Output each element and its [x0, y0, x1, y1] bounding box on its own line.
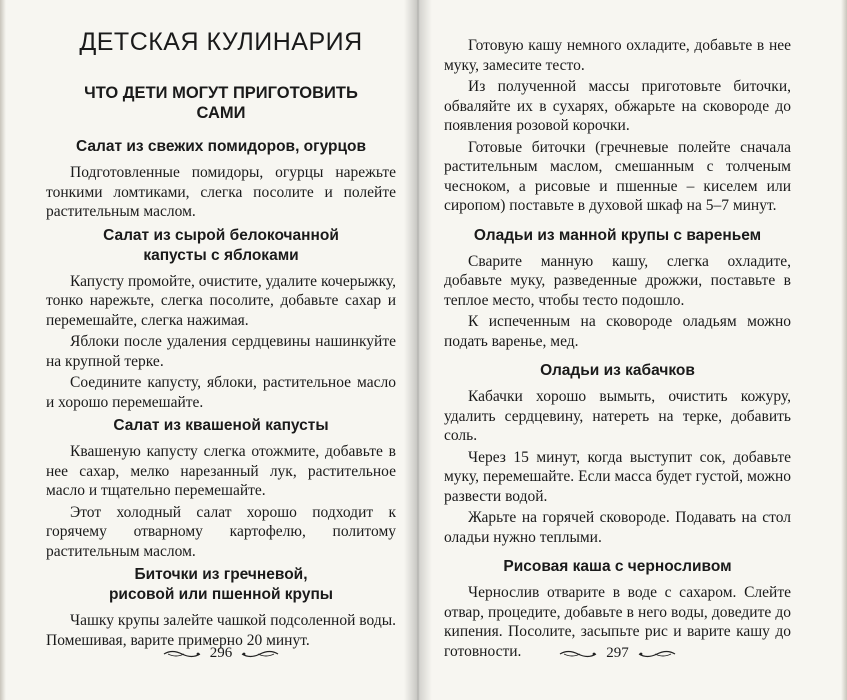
recipe-paragraph: Через 15 минут, когда выступит сок, добавьте муку, перемешайте. Если масса будет густой, можно развести водой. — [444, 448, 791, 505]
ornament-icon — [162, 649, 202, 659]
page-edge — [841, 0, 847, 700]
ornament-icon — [558, 649, 598, 659]
recipe-paragraph: Готовые биточки (гречневые полейте сначала растительным маслом, смешанным с толченым чесноком, а рисовые и пшенные – киселем или сиропом) поставьте в духовой шкаф на 5–7 минут. — [444, 138, 791, 214]
page-footer — [418, 645, 847, 662]
recipe-paragraph: К испеченным на сковороде оладьям можно подать варенье, мед. — [444, 313, 791, 350]
recipe-paragraph: Подготовленные помидоры, огурцы нарежьте тонкими ломтиками, слегка посолите и полейте растительным маслом. — [46, 164, 396, 220]
left-page — [0, 0, 418, 700]
recipe-paragraph: Капусту промойте, очистите, удалите кочерыжку, тонко нарежьте, слегка посолите, добавьте сахар и перемешайте, слегка нажимая. — [46, 272, 396, 329]
ornament-icon — [637, 649, 677, 659]
recipe-paragraph: Чашку крупы залейте чашкой подсоленной воды. Помешивая, варите примерно 20 минут. — [46, 612, 396, 649]
recipe-paragraph: Готовую кашу немного охладите, добавьте в нее муку, замесите тесто. — [444, 37, 791, 74]
recipe-title: Рисовая каша с черносливом — [503, 558, 732, 575]
recipe-title: Салат из квашеной капусты — [113, 417, 329, 434]
recipe-paragraph: Кабачки хорошо вымыть, очистить кожуру, удалить сердцевину, натереть на терке, добавить соль. — [444, 388, 791, 444]
recipe-paragraph: Сварите манную кашу, слегка охладите, добавьте муку, разведенные дрожжи, поставьте в теплое место, чтобы тесто подошло. — [444, 252, 791, 309]
recipe-paragraph: Жарьте на горячей сковороде. Подавать на стол оладьи нужно теплыми. — [444, 509, 791, 546]
page-number: 297 — [606, 645, 629, 661]
page-number: 296 — [209, 645, 233, 661]
recipe-title: Оладьи из манной крупы с вареньем — [473, 226, 762, 244]
section-title-line-2: САМИ — [196, 104, 246, 122]
section-title — [46, 83, 396, 123]
section-title-line-1: ЧТО ДЕТИ МОГУТ ПРИГОТОВИТЬ — [84, 84, 358, 102]
recipe-title: Салат из сырой белокочанной капусты с яблоками — [103, 226, 339, 264]
recipe-paragraph: Из полученной массы приготовьте биточки, обваляйте их в сухарях, обжарьте на сковороде до появления розовой корочки. — [444, 78, 791, 134]
recipe-paragraph: Квашеную капусту слегка отожмите, добавьте в нее сахар, мелко нарезанный лук, растительное масло и тщательно перемешайте. — [46, 443, 396, 499]
right-page — [418, 0, 847, 700]
recipe-title: Биточки из гречневой, рисовой или пшенной крупы — [108, 566, 334, 603]
page-edge — [0, 0, 6, 700]
ornament-icon — [240, 649, 280, 659]
recipe-title: Оладьи из кабачков — [540, 362, 695, 379]
running-head: ДЕТСКАЯ КУЛИНАРИЯ — [79, 28, 363, 56]
page-footer — [0, 645, 418, 662]
recipe-title: Салат из свежих помидоров, огурцов — [75, 138, 367, 155]
recipe-paragraph: Этот холодный салат хорошо подходит к горячему отварному картофелю, политому растительным маслом. — [46, 503, 396, 560]
recipe-paragraph: Чернослив отварите в воде с сахаром. Слейте отвар, процедите, добавьте в него воды, доведите до кипения. Посолите, засыпьте рис и варите кашу до готовности. — [444, 584, 791, 660]
recipe-paragraph: Соедините капусту, яблоки, растительное масло и хорошо перемешайте. — [46, 374, 396, 411]
recipe-paragraph: Яблоки после удаления сердцевины нашинкуйте на крупной терке. — [46, 333, 396, 370]
